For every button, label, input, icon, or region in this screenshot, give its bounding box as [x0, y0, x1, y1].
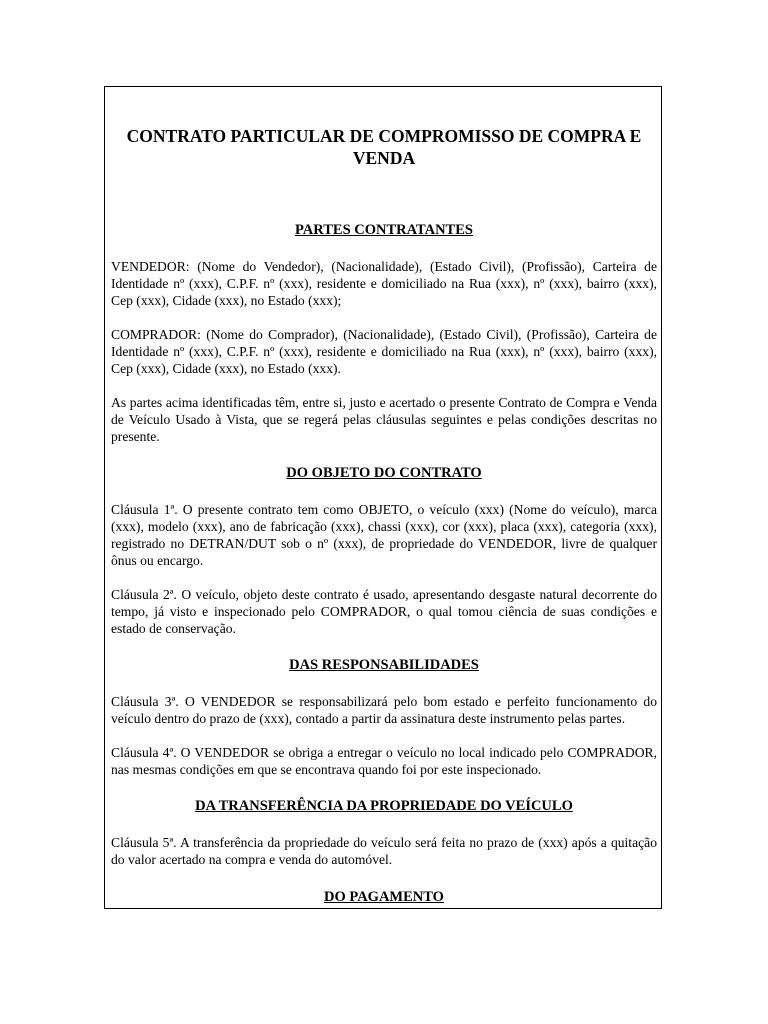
paragraph-clausula-5: Cláusula 5ª. A transferência da propriedade do veículo será feita no prazo de (xxx) após a quitação do valor acertado na compra e venda do automóvel.	[111, 835, 657, 867]
document-title: CONTRATO PARTICULAR DE COMPROMISSO DE COMPRA E VENDA	[126, 126, 642, 168]
document-page	[104, 86, 662, 909]
section-heading-objeto: DO OBJETO DO CONTRATO	[286, 465, 482, 481]
section-heading-partes: PARTES CONTRATANTES	[295, 222, 473, 238]
section-heading-responsabilidades: DAS RESPONSABILIDADES	[289, 657, 479, 673]
document-content	[111, 125, 657, 906]
paragraph-clausula-2: Cláusula 2ª. O veículo, objeto deste contrato é usado, apresentando desgaste natural decorrente do tempo, já visto e inspecionado pelo COMPRADOR, o qual tomou ciência de suas condições e estado de conservação.	[111, 587, 657, 636]
paragraph-partes-acordo: As partes acima identificadas têm, entre si, justo e acertado o presente Contrato de Compra e Venda de Veículo Usado à Vista, que se regerá pelas cláusulas seguintes e pelas condições descritas no presente.	[111, 395, 657, 444]
section-heading-pagamento: DO PAGAMENTO	[324, 889, 444, 905]
paragraph-clausula-1: Cláusula 1ª. O presente contrato tem como OBJETO, o veículo (xxx) (Nome do veículo), marca (xxx), modelo (xxx), ano de fabricação (xxx), chassi (xxx), cor (xxx), placa (xxx), categoria (xxx), registrado no DETRAN/DUT sob o nº (xxx), de propriedade do VENDEDOR, livre de qualquer ônus ou encargo.	[111, 502, 657, 568]
paragraph-clausula-3: Cláusula 3ª. O VENDEDOR se responsabilizará pelo bom estado e perfeito funcionamento do veículo dentro do prazo de (xxx), contado a partir da assinatura deste instrumento pelas partes.	[111, 694, 657, 726]
section-heading-transferencia: DA TRANSFERÊNCIA DA PROPRIEDADE DO VEÍCULO	[195, 798, 573, 814]
paragraph-clausula-4: Cláusula 4ª. O VENDEDOR se obriga a entregar o veículo no local indicado pelo COMPRADOR, nas mesmas condições em que se encontrava quando foi por este inspecionado.	[111, 745, 657, 777]
paragraph-vendedor: VENDEDOR: (Nome do Vendedor), (Nacionalidade), (Estado Civil), (Profissão), Carteira de Identidade nº (xxx), C.P.F. nº (xxx), residente e domiciliado na Rua (xxx), nº (xxx), bairro (xxx), Cep (xxx), Cidade (xxx), no Estado (xxx);	[111, 259, 657, 308]
paragraph-comprador: COMPRADOR: (Nome do Comprador), (Nacionalidade), (Estado Civil), (Profissão), Carteira de Identidade nº (xxx), C.P.F. nº (xxx), residente e domiciliado na Rua (xxx), nº (xxx), bairro (xxx), Cep (xxx), Cidade (xxx), no Estado (xxx).	[111, 327, 657, 376]
